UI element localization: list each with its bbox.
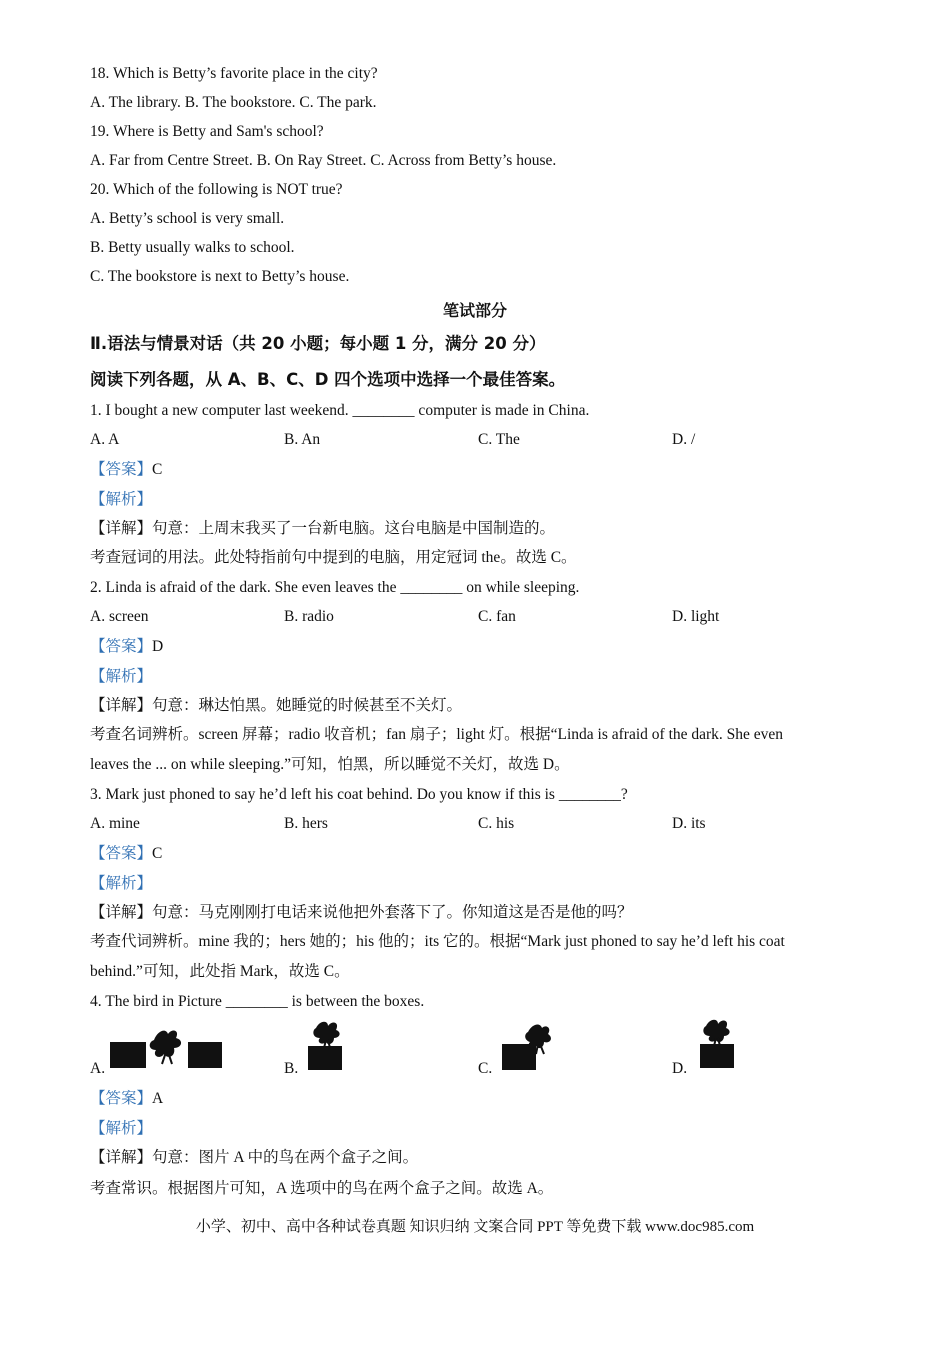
option-c: C. The: [478, 431, 520, 448]
explain-line: 考查冠词的用法。此处特指前句中提到的电脑，用定冠词 the。故选 C。: [90, 549, 577, 566]
question-20-option-b: B. Betty usually walks to school.: [90, 239, 295, 256]
question-19-options: A. Far from Centre Street. B. On Ray Street. C. Across from Betty’s house.: [90, 152, 557, 169]
question-stem: 3. Mark just phoned to say he’d left his coat behind. Do you know if this is ________?: [90, 786, 628, 803]
option-b: B. radio: [284, 608, 334, 625]
question-stem: 4. The bird in Picture ________ is between the boxes.: [90, 993, 425, 1010]
question-19: 19. Where is Betty and Sam's school?: [90, 123, 324, 140]
answer-value: C: [152, 845, 163, 862]
answer-line: [90, 637, 163, 657]
answer-value: D: [152, 638, 164, 655]
explain-line: 考查常识。根据图片可知，A 选项中的鸟在两个盒子之间。故选 A。: [90, 1180, 554, 1197]
option-a: A. screen: [90, 608, 149, 625]
analysis-tag: 【解析】: [90, 1120, 153, 1137]
answer-value: C: [152, 461, 163, 478]
part-heading: Ⅱ.语法与情景对话（共 20 小题；每小题 1 分，满分 20 分）: [90, 334, 546, 353]
analysis-tag: 【解析】: [90, 875, 153, 892]
picture-a-bird-between-boxes-icon: [106, 1026, 226, 1072]
page-footer: 小学、初中、高中各种试卷真题 知识归纳 文案合同 PPT 等免费下载 www.doc985.com: [195, 1219, 755, 1235]
detail-text: 句意：琳达怕黑。她睡觉的时候甚至不关灯。: [152, 697, 463, 714]
answer-tag: 【答案】: [90, 845, 153, 862]
answer-tag: 【答案】: [90, 1090, 153, 1107]
option-c: C. fan: [478, 608, 516, 625]
answer-tag: 【答案】: [90, 638, 153, 655]
picture-c-bird-beside-box-icon: [498, 1020, 556, 1072]
explain-line: leaves the ... on while sleeping.”可知，怕黑，所以睡觉不关灯，故选 D。: [90, 756, 570, 773]
analysis-tag: 【解析】: [90, 668, 153, 685]
question-18: 18. Which is Betty’s favorite place in the city?: [90, 65, 378, 82]
section-title: 笔试部分: [442, 301, 507, 320]
detail-line: [90, 903, 633, 923]
option-a: A.: [90, 1060, 106, 1077]
detail-text: 句意：马克刚刚打电话来说他把外套落下了。你知道这是否是他的吗？: [152, 904, 633, 921]
question-stem: 2. Linda is afraid of the dark. She even leaves the ________ on while sleeping.: [90, 579, 580, 596]
option-d: D. /: [672, 431, 696, 448]
detail-line: [90, 1148, 418, 1168]
question-18-options: A. The library. B. The bookstore. C. The park.: [90, 94, 377, 111]
detail-tag: 【详解】: [90, 697, 153, 714]
explain-line: 考查名词辨析。screen 屏幕；radio 收音机；fan 扇子；light 灯。根据“Linda is afraid of the dark. She even: [90, 726, 784, 743]
option-a: A. mine: [90, 815, 140, 832]
option-b: B. An: [284, 431, 321, 448]
answer-line: [90, 1089, 163, 1109]
question-20: 20. Which of the following is NOT true?: [90, 181, 343, 198]
answer-line: [90, 844, 162, 864]
option-b: B. hers: [284, 815, 328, 832]
answer-tag: 【答案】: [90, 461, 153, 478]
analysis-tag: 【解析】: [90, 491, 153, 508]
detail-tag: 【详解】: [90, 904, 153, 921]
picture-d-bird-on-box-icon: [694, 1016, 742, 1072]
question-stem: 1. I bought a new computer last weekend. ________ computer is made in China.: [90, 402, 590, 419]
option-a: A. A: [90, 431, 120, 448]
detail-text: 句意：图片 A 中的鸟在两个盒子之间。: [152, 1149, 419, 1166]
option-c: C. his: [478, 815, 515, 832]
question-20-option-c: C. The bookstore is next to Betty’s house.: [90, 268, 350, 285]
detail-tag: 【详解】: [90, 1149, 153, 1166]
question-20-option-a: A. Betty’s school is very small.: [90, 210, 285, 227]
detail-tag: 【详解】: [90, 520, 153, 537]
answer-line: [90, 460, 162, 480]
detail-line: [90, 696, 462, 716]
option-c: C.: [478, 1060, 493, 1077]
option-d: D. light: [672, 608, 720, 625]
detail-text: 句意：上周末我买了一台新电脑。这台电脑是中国制造的。: [152, 520, 556, 537]
detail-line: [90, 519, 555, 539]
answer-value: A: [152, 1090, 164, 1107]
option-d: D.: [672, 1060, 688, 1077]
picture-b-bird-on-box-icon: [302, 1018, 350, 1072]
explain-line: behind.”可知，此处指 Mark，故选 C。: [90, 963, 350, 980]
option-d: D. its: [672, 815, 706, 832]
option-b: B.: [284, 1060, 299, 1077]
explain-line: 考查代词辨析。mine 我的；hers 她的；his 他的；its 它的。根据“Mark just phoned to say he’d left his coat: [90, 933, 785, 950]
instruction: 阅读下列各题，从 A、B、C、D 四个选项中选择一个最佳答案。: [90, 370, 566, 389]
